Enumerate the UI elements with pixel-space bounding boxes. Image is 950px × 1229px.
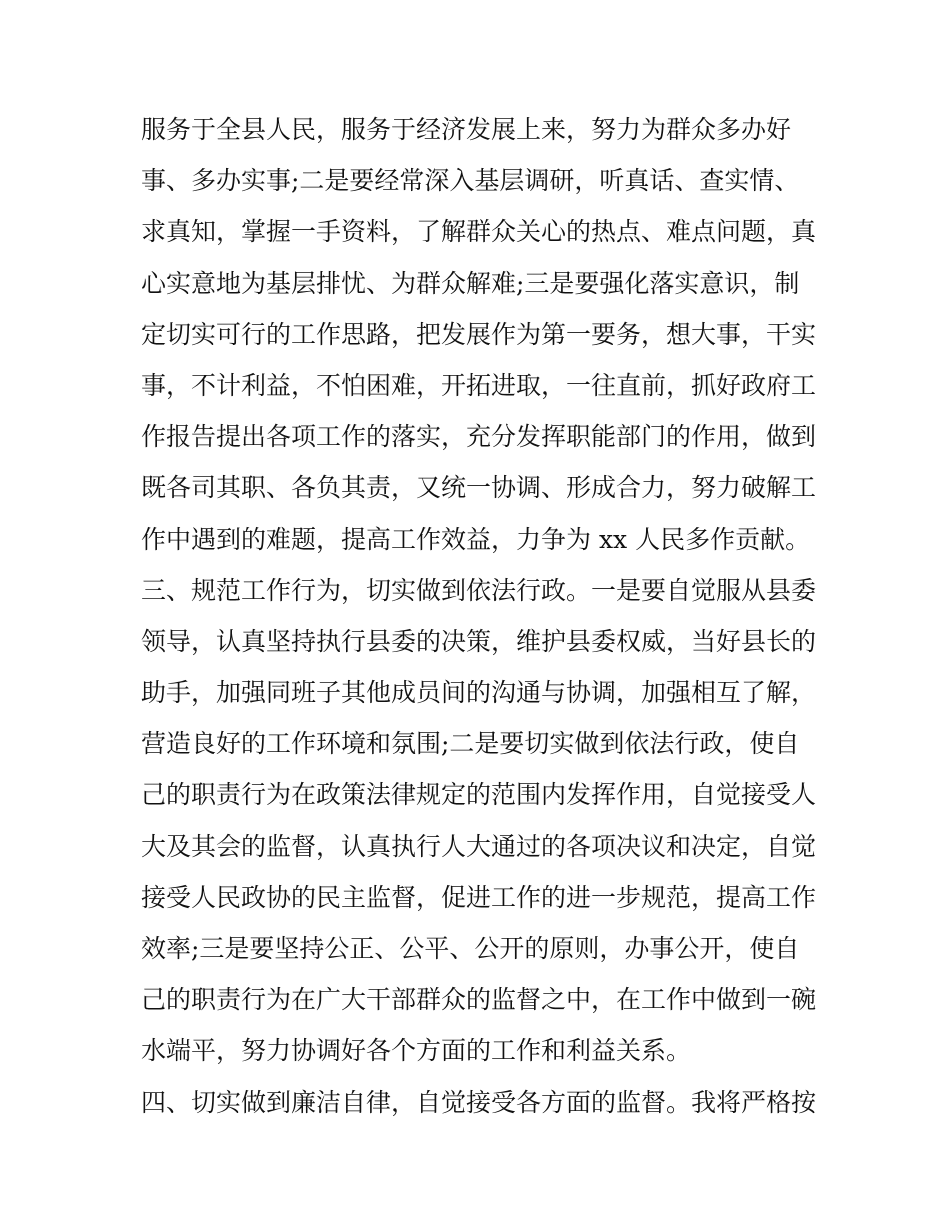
text-line-12: 助手，加强同班子其他成员间的沟通与协调，加强相互了解， bbox=[141, 678, 817, 708]
text-line-1: 服务于全县人民，服务于经济发展上来，努力为群众多办好 bbox=[141, 115, 792, 144]
section-heading-4: 四、切实做到廉洁自律，自觉接受各方面的监督。我将严格按 bbox=[141, 1087, 817, 1117]
text-line-11: 领导，认真坚持执行县委的决策，维护县委权威，当好县长的 bbox=[141, 626, 817, 656]
body-text bbox=[141, 104, 821, 1128]
text-line-2: 事、多办实事;二是要经常深入基层调研，听真话、查实情、 bbox=[141, 166, 800, 196]
text-line-13: 营造良好的工作环境和氛围;二是要切实做到依法行政，使自 bbox=[141, 729, 800, 759]
text-line-8: 既各司其职、各负其责，又统一协调、形成合力，努力破解工 bbox=[141, 473, 817, 503]
text-line-6: 事，不计利益，不怕困难，开拓进取，一往直前，抓好政府工 bbox=[141, 370, 817, 400]
text-line-5: 定切实可行的工作思路，把发展作为第一要务，想大事，干实 bbox=[141, 319, 817, 349]
text-line-16: 接受人民政协的民主监督，促进工作的进一步规范，提高工作 bbox=[141, 882, 817, 912]
text-line-7: 作报告提出各项工作的落实，充分发挥职能部门的作用，做到 bbox=[141, 422, 817, 452]
text-line-15: 大及其会的监督，认真执行人大通过的各项决议和决定，自觉 bbox=[141, 831, 817, 861]
text-line-19: 水端平，努力协调好各个方面的工作和利益关系。 bbox=[141, 1036, 692, 1066]
text-line-3: 求真知，掌握一手资料，了解群众关心的热点、难点问题，真 bbox=[141, 217, 817, 247]
text-line-9: 作中遇到的难题，提高工作效益，力争为 xx 人民多作贡献。 bbox=[141, 524, 811, 554]
section-heading-3: 三、规范工作行为，切实做到依法行政。一是要自觉服从县委 bbox=[141, 575, 817, 605]
text-line-18: 己的职责行为在广大干部群众的监督之中，在工作中做到一碗 bbox=[141, 985, 817, 1015]
text-line-4: 心实意地为基层排忧、为群众解难;三是要强化落实意识，制 bbox=[141, 268, 800, 298]
text-line-17: 效率;三是要坚持公正、公平、公开的原则，办事公开，使自 bbox=[141, 934, 800, 963]
text-line-14: 己的职责行为在政策法律规定的范围内发挥作用，自觉接受人 bbox=[141, 780, 817, 810]
